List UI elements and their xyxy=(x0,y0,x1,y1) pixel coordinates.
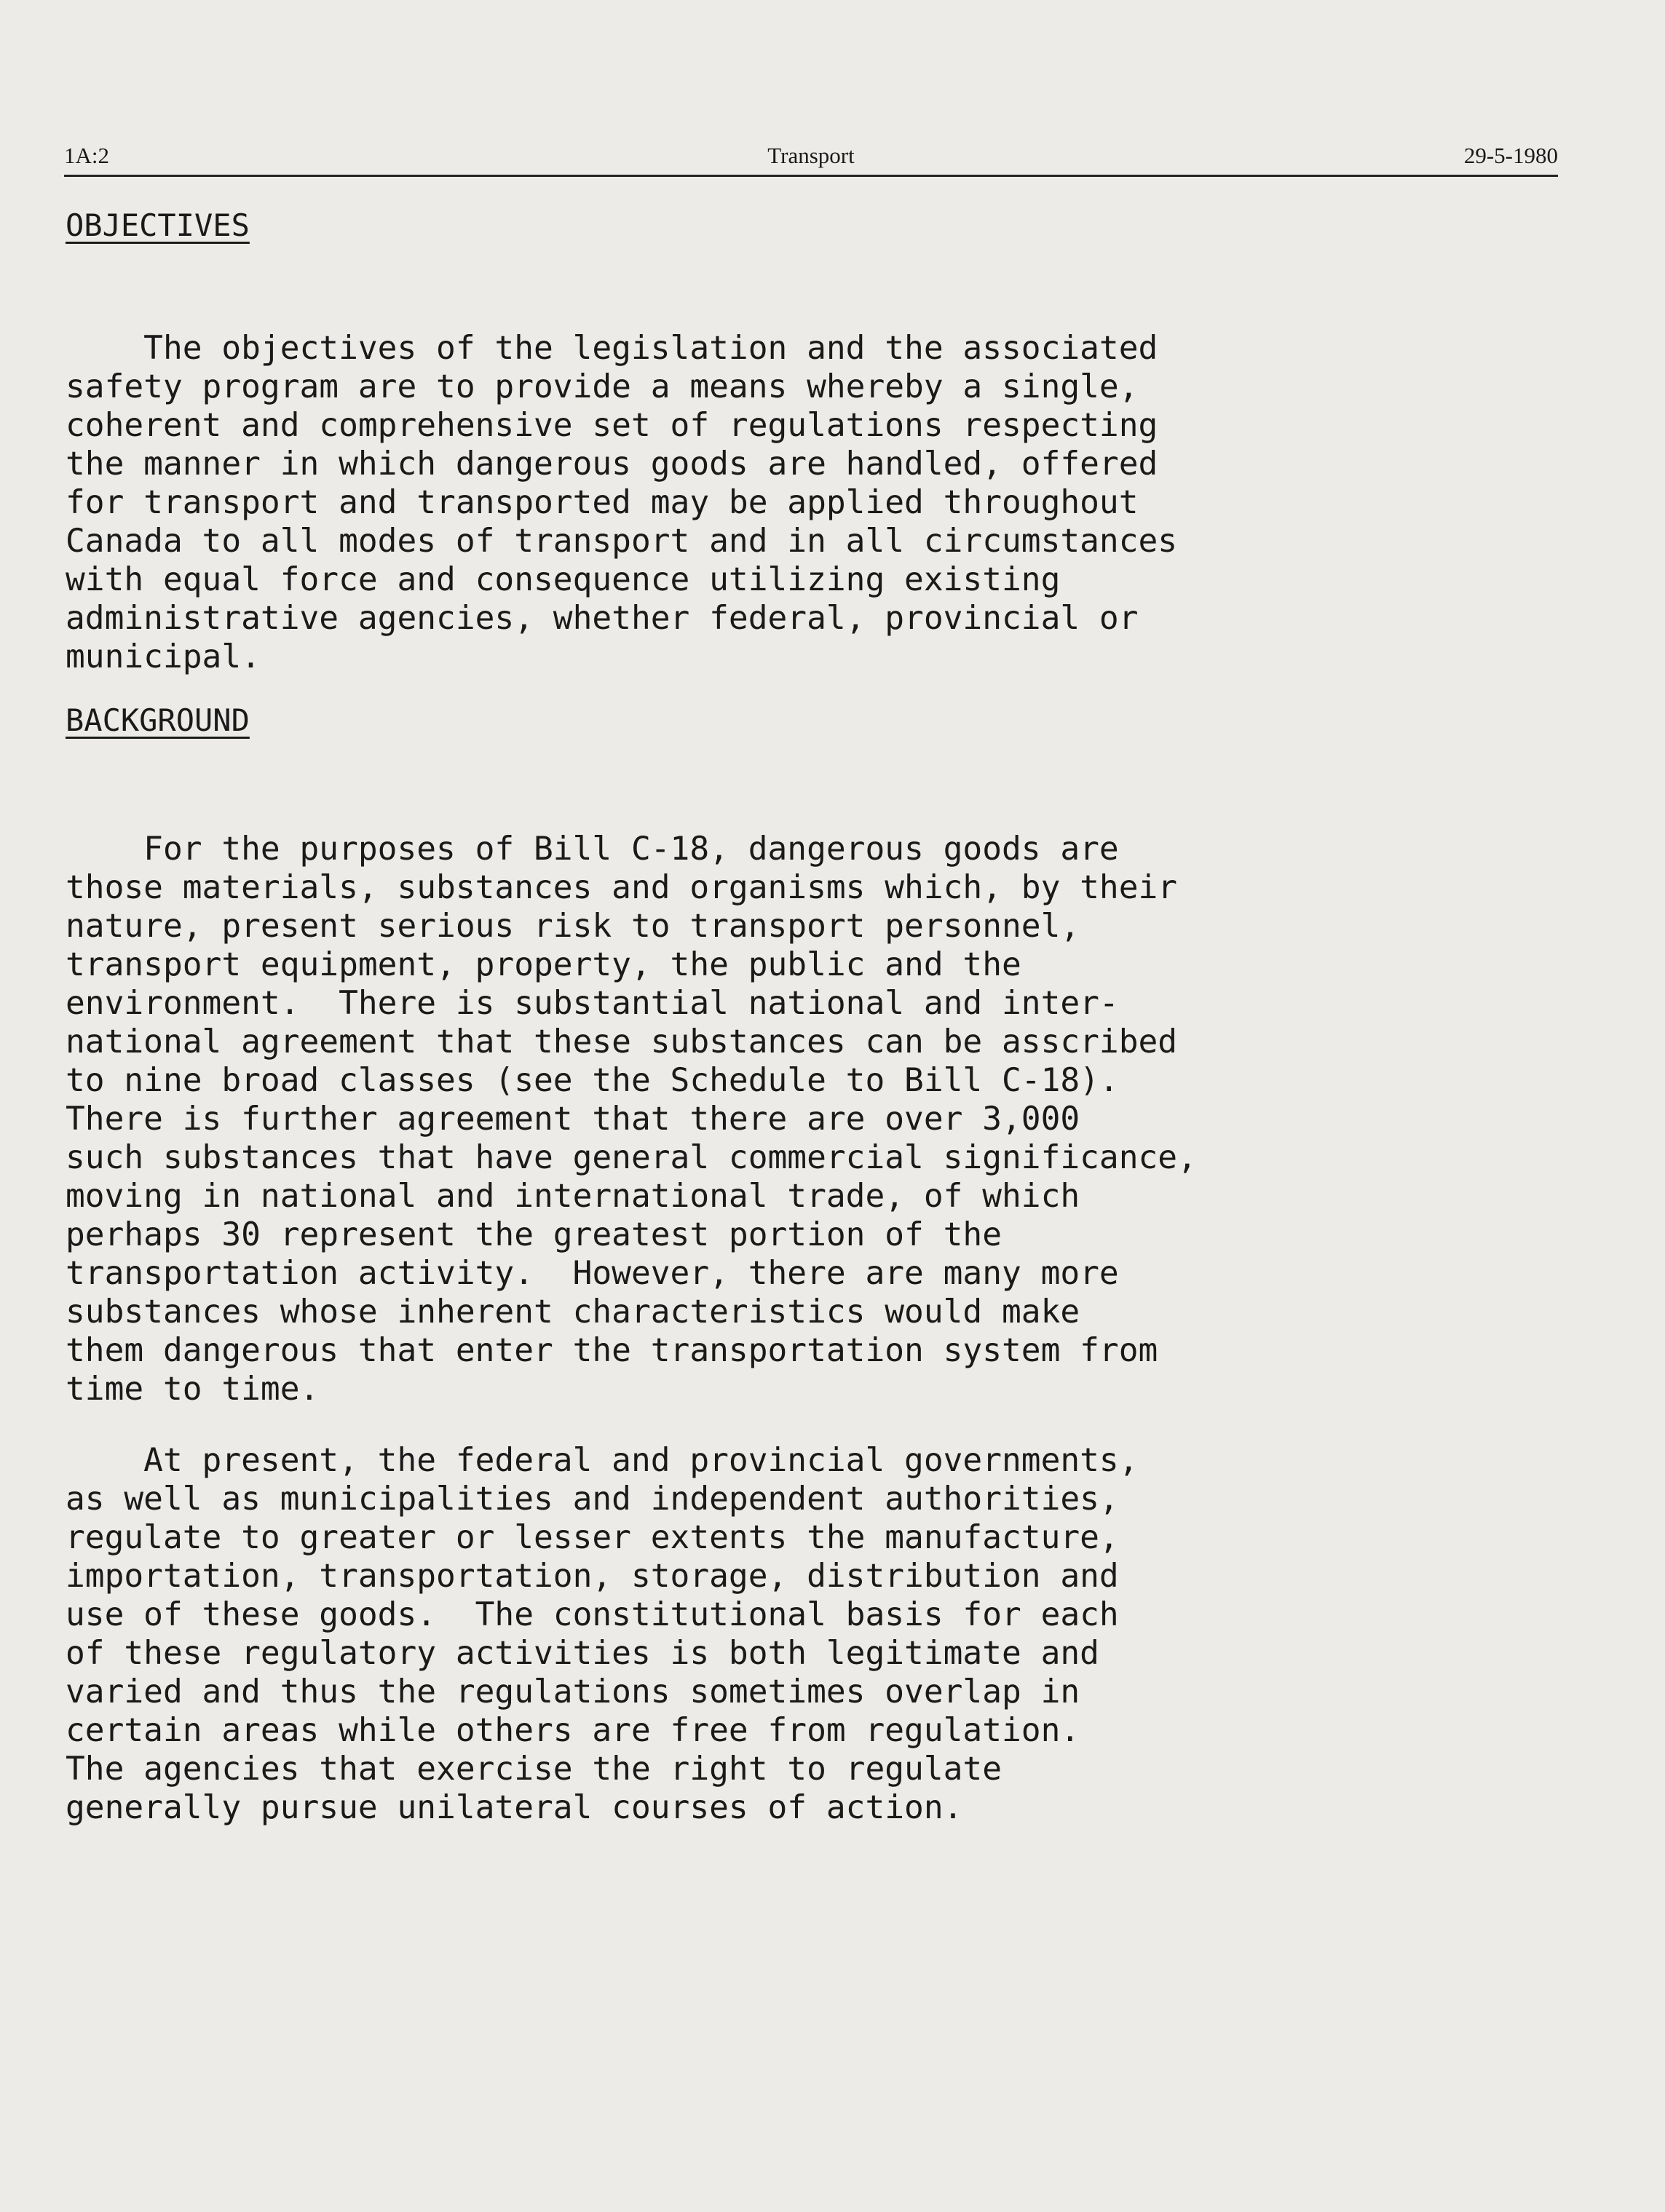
page-header xyxy=(64,137,1558,177)
background-paragraph-2: At present, the federal and provincial governments, as well as municipalities and independent authorities, regulate to greater or lesser extents the manufacture, importation, transportation, storage, distribution and use of these goods. The constitutional basis for each of these regulatory activities is both legitimate and varied and thus the regulations sometimes overlap in certain areas while others are free from regulation. The agencies that exercise the right to regulate generally pursue unilateral courses of action. xyxy=(66,1442,1139,1826)
background-paragraph-1: For the purposes of Bill C-18, dangerous goods are those materials, substances and organisms which, by their nature, present serious risk to transport personnel, transport equipment, property, the public and the environment. There is substantial national and inter- national agreement that these substances can be asscribed to nine broad classes (see the Schedule to Bill C-18). There is further agreement that there are over 3,000 such substances that have general commercial significance, moving in national and international trade, of which perhaps 30 represent the greatest portion of the transportation activity. However, there are many more substances whose inherent characteristics would make them dangerous that enter the transportation system from time to time. xyxy=(66,831,1197,1408)
running-title: Transport xyxy=(767,143,855,168)
objectives-paragraph: The objectives of the legislation and the associated safety program are to provide a means whereby a single, coherent and comprehensive set of regulations respecting the manner in which dangerous goods are handled, offered for transport and transported may be applied throughout Canada to all modes of transport and in all circumstances with equal force and consequence utilizing existing administrative agencies, whether federal, provincial or municipal. xyxy=(66,330,1178,675)
page-reference: 1A:2 xyxy=(64,143,109,168)
background-heading: BACKGROUND xyxy=(66,702,250,738)
header-date: 29-5-1980 xyxy=(1463,143,1558,168)
objectives-heading: OBJECTIVES xyxy=(66,207,250,243)
